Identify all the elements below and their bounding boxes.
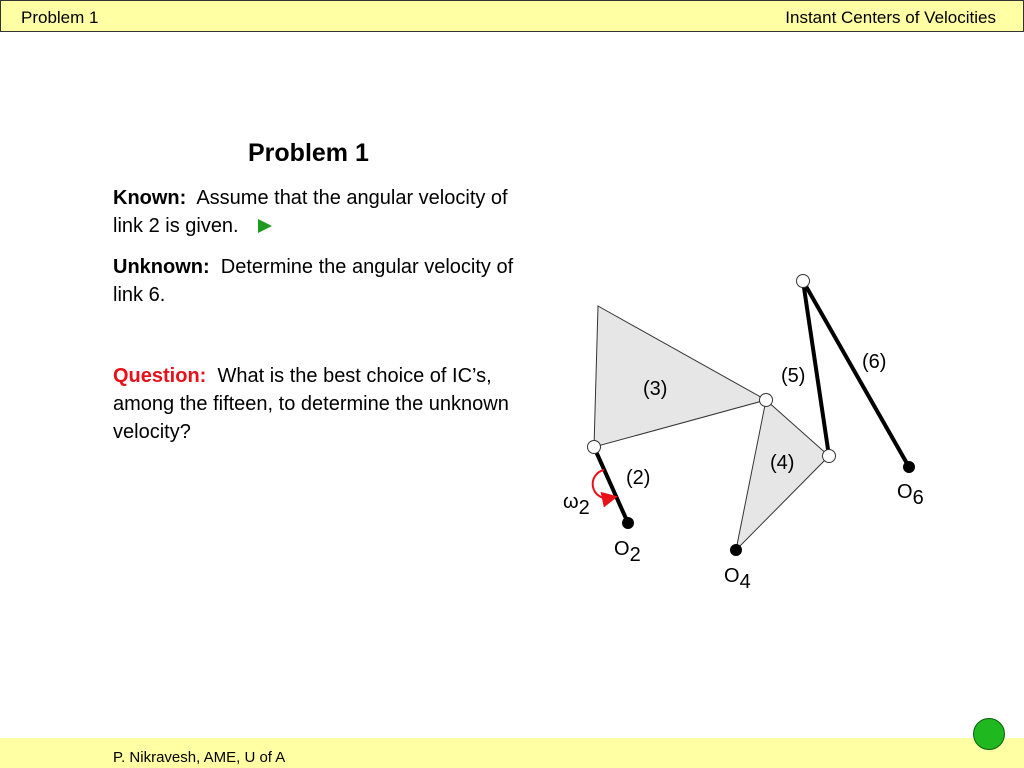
pivot-o2-subscript: 2 [629,544,641,566]
ground-pivot-o6 [903,461,915,473]
unknown-label: Unknown: [113,256,210,278]
link-6-bar [803,281,909,467]
page-title: Problem 1 [248,139,369,167]
ground-pivot-o4 [730,544,742,556]
link-2-bar [594,447,628,523]
pin-joint [588,441,601,454]
link-3-triangle [594,306,766,447]
pivot-o6-subscript: 6 [912,487,924,509]
pin-joint [797,275,810,288]
question-label: Question: [113,365,207,387]
known-label: Known: [113,187,187,209]
pivot-o2-letter: O [614,538,630,560]
link-label-4: (4) [770,452,795,474]
unknown-text: Determine the angular velocity of link 6. [113,256,514,306]
omega-label [563,491,590,519]
omega-subscript: 2 [578,497,590,519]
pivot-o4-letter: O [724,565,740,587]
omega-symbol: ω [563,491,579,513]
link-label-2: (2) [626,467,651,489]
pin-joint [823,450,836,463]
footer-banner [0,738,1024,768]
link-label-3: (3) [643,378,668,400]
next-slide-button[interactable] [973,718,1005,750]
footer-credit: P. Nikravesh, AME, U of A [113,749,286,766]
question-text: What is the best choice of IC’s, among the fifteen, to determine the unknown velocity? [113,365,509,443]
pivot-o4-subscript: 4 [739,571,751,593]
pivot-label-o2 [614,538,641,566]
link-label-5: (5) [781,365,806,387]
header-topic: Instant Centers of Velocities [785,8,996,27]
pivot-label-o4 [724,565,751,593]
pin-joint [760,394,773,407]
pivot-o6-letter: O [897,481,913,503]
header-slide-title: Problem 1 [21,8,99,27]
link-label-6: (6) [862,351,887,373]
known-text: Assume that the angular velocity of link 2 is given. [113,187,508,237]
pivot-label-o6 [897,481,924,509]
link-4-triangle [736,400,829,550]
ground-pivot-o2 [622,517,634,529]
